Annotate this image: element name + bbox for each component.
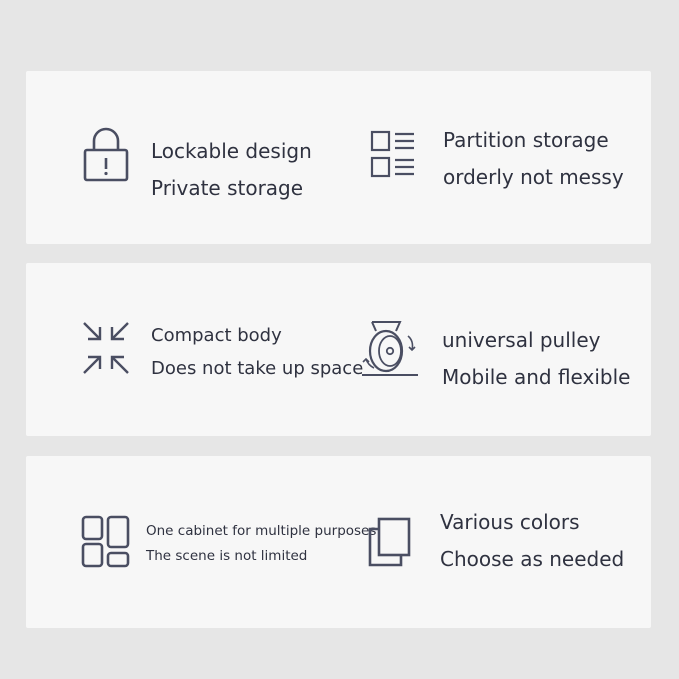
- feature-subtitle: Choose as needed: [440, 547, 625, 571]
- lock-icon: [83, 126, 129, 182]
- feature-colors-text: [440, 504, 624, 578]
- feature-subtitle: Mobile and flexible: [442, 365, 631, 389]
- feature-title: Compact body: [151, 325, 282, 346]
- feature-subtitle: Private storage: [151, 176, 304, 200]
- feature-compact-text: [151, 319, 363, 385]
- feature-lockable-text: [151, 133, 312, 207]
- stacked-squares-icon: [367, 517, 413, 567]
- grid-layout-icon: [81, 515, 131, 569]
- compress-arrows-icon: [81, 320, 131, 376]
- feature-title: Partition storage: [443, 128, 609, 152]
- feature-subtitle: Does not take up space: [151, 358, 364, 379]
- feature-title: Lockable design: [151, 139, 312, 163]
- feature-title: One cabinet for multiple purposes: [146, 523, 377, 539]
- feature-partition-text: [443, 122, 624, 196]
- partition-list-icon: [370, 130, 416, 180]
- feature-pulley-text: [442, 322, 630, 396]
- feature-subtitle: The scene is not limited: [146, 548, 308, 564]
- feature-card-1: [26, 71, 651, 244]
- feature-card-3: [26, 456, 651, 628]
- caster-wheel-icon: [360, 319, 420, 381]
- feature-title: universal pulley: [442, 328, 601, 352]
- feature-subtitle: orderly not messy: [443, 165, 624, 189]
- feature-card-2: [26, 263, 651, 436]
- feature-title: Various colors: [440, 510, 580, 534]
- feature-multipurpose-text: [146, 519, 376, 569]
